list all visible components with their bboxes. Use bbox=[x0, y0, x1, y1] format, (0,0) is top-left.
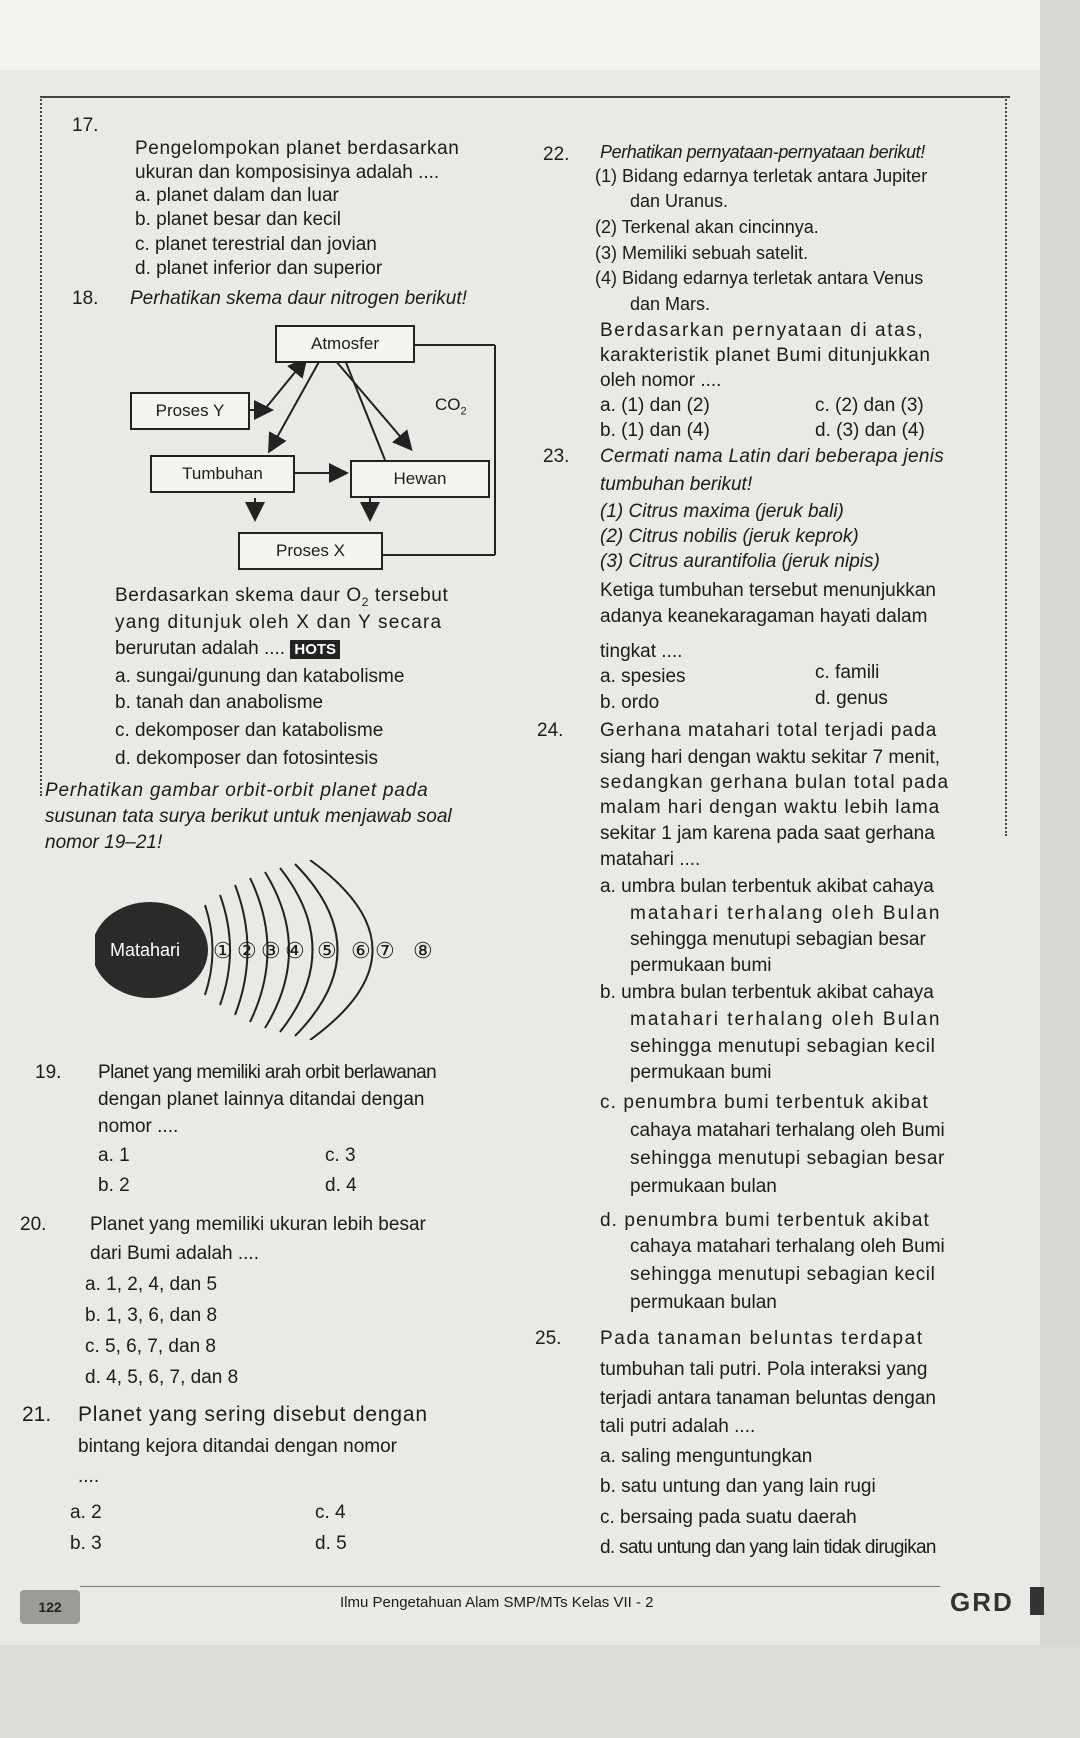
q21-option-c: c. 4 bbox=[315, 1502, 346, 1523]
q23-after-line1: Ketiga tumbuhan tersebut menunjukkan bbox=[600, 580, 936, 601]
q22-statement-1a: (1) Bidang edarnya terletak antara Jupiter bbox=[595, 166, 928, 186]
co2-text: CO bbox=[435, 395, 461, 414]
q24-option-b-line4: permukaan bumi bbox=[630, 1062, 772, 1083]
q24-stem-line5: sekitar 1 jam karena pada saat gerhana bbox=[600, 823, 935, 844]
planet-3: ③ bbox=[261, 938, 281, 963]
q24-option-b-line1: b. umbra bulan terbentuk akibat cahaya bbox=[600, 982, 934, 1003]
hots-badge: HOTS bbox=[290, 640, 340, 659]
q22-after-line2: karakteristik planet Bumi ditunjukkan bbox=[600, 345, 931, 366]
q25-stem-line2: tumbuhan tali putri. Pola interaksi yang bbox=[600, 1359, 928, 1380]
q18-option-d: d. dekomposer dan fotosintesis bbox=[115, 748, 378, 769]
q24-option-a-line4: permukaan bumi bbox=[630, 955, 772, 976]
q23-option-b: b. ordo bbox=[600, 692, 660, 713]
q20-option-a: a. 1, 2, 4, dan 5 bbox=[85, 1274, 218, 1295]
q18-option-a: a. sungai/gunung dan katabolisme bbox=[115, 666, 405, 687]
publisher-logo: GRD bbox=[950, 1587, 1014, 1617]
q19-number: 19. bbox=[35, 1062, 62, 1083]
book-title: Ilmu Pengetahuan Alam SMP/MTs Kelas VII - 2 bbox=[340, 1594, 654, 1611]
planet-1: ① bbox=[213, 938, 233, 963]
q20-stem-line2: dari Bumi adalah .... bbox=[90, 1243, 259, 1264]
q23-after-line2: adanya keanekaragaman hayati dalam bbox=[600, 606, 928, 627]
q24-option-d-line4: permukaan bulan bbox=[630, 1292, 777, 1313]
co2-subscript: 2 bbox=[460, 405, 467, 418]
q23-option-a: a. spesies bbox=[600, 666, 686, 687]
q25-option-a: a. saling menguntungkan bbox=[600, 1446, 813, 1467]
planet-6: ⑥ bbox=[351, 938, 371, 963]
q19-stem-line1: Planet yang memiliki arah orbit berlawanan bbox=[98, 1062, 437, 1083]
q23-species-2: (2) Citrus nobilis (jeruk keprok) bbox=[600, 526, 859, 547]
intro-line1: Perhatikan gambar orbit-orbit planet pada bbox=[45, 780, 429, 801]
q22-stem: Perhatikan pernyataan-pernyataan berikut! bbox=[600, 142, 925, 162]
q24-stem-line3: sedangkan gerhana bulan total pada bbox=[600, 772, 950, 793]
q25-stem-line3: terjadi antara tanaman beluntas dengan bbox=[600, 1388, 936, 1409]
q18-after-line3-text: berurutan adalah .... bbox=[115, 638, 286, 659]
q24-option-a-line2: matahari terhalang oleh Bulan bbox=[630, 903, 942, 924]
intro-line2: susunan tata surya berikut untuk menjawab soal bbox=[45, 806, 452, 827]
planet-8: ⑧ bbox=[413, 938, 433, 963]
q18-option-b: b. tanah dan anabolisme bbox=[115, 692, 324, 713]
q23-species-3: (3) Citrus aurantifolia (jeruk nipis) bbox=[600, 551, 880, 572]
box-hewan: Hewan bbox=[350, 460, 490, 498]
q21-stem-line2: bintang kejora ditandai dengan nomor bbox=[78, 1436, 398, 1457]
q17-stem-line1: Pengelompokan planet berdasarkan bbox=[135, 138, 460, 159]
q24-stem-line6: matahari .... bbox=[600, 849, 701, 870]
q23-option-c: c. famili bbox=[815, 662, 880, 683]
q22-option-d: d. (3) dan (4) bbox=[815, 420, 925, 441]
q18-after-subscript: 2 bbox=[361, 594, 370, 609]
q21-stem-line1: Planet yang sering disebut dengan bbox=[78, 1403, 428, 1426]
q24-stem-line1: Gerhana matahari total terjadi pada bbox=[600, 720, 938, 741]
page-number: 122 bbox=[20, 1590, 80, 1624]
q20-option-d: d. 4, 5, 6, 7, dan 8 bbox=[85, 1367, 239, 1388]
q24-option-a-line3: sehingga menutupi sebagian besar bbox=[630, 929, 926, 950]
q25-stem-line4: tali putri adalah .... bbox=[600, 1416, 756, 1437]
q24-option-c-line3: sehingga menutupi sebagian besar bbox=[630, 1148, 945, 1169]
page-bottom-margin bbox=[0, 1645, 1080, 1738]
box-atmosfer: Atmosfer bbox=[275, 325, 415, 363]
q22-after-line1: Berdasarkan pernyataan di atas, bbox=[600, 320, 925, 341]
q22-option-b: b. (1) dan (4) bbox=[600, 420, 710, 441]
q24-option-c-line4: permukaan bulan bbox=[630, 1176, 777, 1197]
q22-statement-4b: dan Mars. bbox=[630, 294, 711, 314]
q24-stem-line4: malam hari dengan waktu lebih lama bbox=[600, 797, 941, 818]
q22-statement-4a: (4) Bidang edarnya terletak antara Venus bbox=[595, 268, 924, 288]
q19-option-b: b. 2 bbox=[98, 1175, 130, 1196]
q20-option-c: c. 5, 6, 7, dan 8 bbox=[85, 1336, 216, 1357]
q24-option-d-line3: sehingga menutupi sebagian kecil bbox=[630, 1264, 936, 1285]
q21-option-a: a. 2 bbox=[70, 1502, 102, 1523]
q24-number: 24. bbox=[537, 720, 564, 741]
q24-option-c-line2: cahaya matahari terhalang oleh Bumi bbox=[630, 1120, 945, 1141]
q22-statement-3: (3) Memiliki sebuah satelit. bbox=[595, 243, 809, 263]
publisher-logo-mark bbox=[1030, 1587, 1044, 1615]
q19-option-d: d. 4 bbox=[325, 1175, 357, 1196]
q23-stem-line1: Cermati nama Latin dari beberapa jenis bbox=[600, 446, 945, 467]
planet-5: ⑤ bbox=[317, 938, 337, 963]
q19-stem-line3: nomor .... bbox=[98, 1116, 179, 1137]
q25-option-b: b. satu untung dan yang lain rugi bbox=[600, 1476, 876, 1497]
q17-option-c: c. planet terestrial dan jovian bbox=[135, 234, 377, 255]
q22-number: 22. bbox=[543, 144, 570, 165]
q17-option-b: b. planet besar dan kecil bbox=[135, 209, 341, 230]
q21-option-b: b. 3 bbox=[70, 1533, 102, 1554]
q24-option-d-line1: d. penumbra bumi terbentuk akibat bbox=[600, 1210, 930, 1231]
q22-after-line3: oleh nomor .... bbox=[600, 370, 722, 391]
planet-2: ② bbox=[237, 938, 257, 963]
q17-number: 17. bbox=[72, 115, 99, 136]
box-tumbuhan: Tumbuhan bbox=[150, 455, 295, 493]
q21-stem-line3: .... bbox=[78, 1466, 100, 1487]
q20-number: 20. bbox=[20, 1214, 47, 1235]
q18-stem: Perhatikan skema daur nitrogen berikut! bbox=[130, 288, 467, 309]
q25-number: 25. bbox=[535, 1328, 562, 1349]
q24-option-c-line1: c. penumbra bumi terbentuk akibat bbox=[600, 1092, 929, 1113]
q18-number: 18. bbox=[72, 288, 99, 309]
q19-stem-line2: dengan planet lainnya ditandai dengan bbox=[98, 1089, 425, 1110]
sun-label: Matahari bbox=[110, 940, 181, 960]
q22-option-a: a. (1) dan (2) bbox=[600, 395, 710, 416]
q20-stem-line1: Planet yang memiliki ukuran lebih besar bbox=[90, 1214, 426, 1235]
q22-option-c: c. (2) dan (3) bbox=[815, 395, 924, 416]
q19-option-a: a. 1 bbox=[98, 1145, 130, 1166]
q23-species-1: (1) Citrus maxima (jeruk bali) bbox=[600, 501, 844, 522]
q24-option-b-line2: matahari terhalang oleh Bulan bbox=[630, 1009, 942, 1030]
box-proses-x: Proses X bbox=[238, 532, 383, 570]
q18-after-line1-a: Berdasarkan skema daur O bbox=[115, 585, 362, 606]
q22-statement-1b: dan Uranus. bbox=[630, 191, 729, 211]
q24-stem-line2: siang hari dengan waktu sekitar 7 menit, bbox=[600, 747, 941, 768]
q19-option-c: c. 3 bbox=[325, 1145, 356, 1166]
q25-option-c: c. bersaing pada suatu daerah bbox=[600, 1507, 857, 1528]
q18-option-c: c. dekomposer dan katabolisme bbox=[115, 720, 384, 741]
q24-option-b-line3: sehingga menutupi sebagian kecil bbox=[630, 1036, 936, 1057]
q22-statement-2: (2) Terkenal akan cincinnya. bbox=[595, 217, 819, 237]
q17-stem-line2: ukuran dan komposisinya adalah .... bbox=[135, 162, 440, 183]
q25-stem-line1: Pada tanaman beluntas terdapat bbox=[600, 1328, 924, 1349]
q25-option-d: d. satu untung dan yang lain tidak dirugikan bbox=[600, 1537, 936, 1558]
q18-after-line2: yang ditunjuk oleh X dan Y secara bbox=[115, 612, 443, 633]
q18-after-line1-b: tersebut bbox=[369, 585, 449, 606]
q21-option-d: d. 5 bbox=[315, 1533, 347, 1554]
q17-option-d: d. planet inferior dan superior bbox=[135, 258, 383, 279]
q24-option-d-line2: cahaya matahari terhalang oleh Bumi bbox=[630, 1236, 945, 1257]
intro-line3: nomor 19–21! bbox=[45, 832, 163, 853]
q20-option-b: b. 1, 3, 6, dan 8 bbox=[85, 1305, 218, 1326]
q23-number: 23. bbox=[543, 446, 570, 467]
planet-4: ④ bbox=[285, 938, 305, 963]
planet-7: ⑦ bbox=[375, 938, 395, 963]
q23-stem-line2: tumbuhan berikut! bbox=[600, 474, 753, 495]
q17-option-a: a. planet dalam dan luar bbox=[135, 185, 339, 206]
q24-option-a-line1: a. umbra bulan terbentuk akibat cahaya bbox=[600, 876, 934, 897]
q23-after-line3: tingkat .... bbox=[600, 641, 683, 662]
footer-divider bbox=[80, 1586, 940, 1587]
box-proses-y: Proses Y bbox=[130, 392, 250, 430]
q21-number: 21. bbox=[22, 1403, 52, 1426]
q23-option-d: d. genus bbox=[815, 688, 888, 709]
